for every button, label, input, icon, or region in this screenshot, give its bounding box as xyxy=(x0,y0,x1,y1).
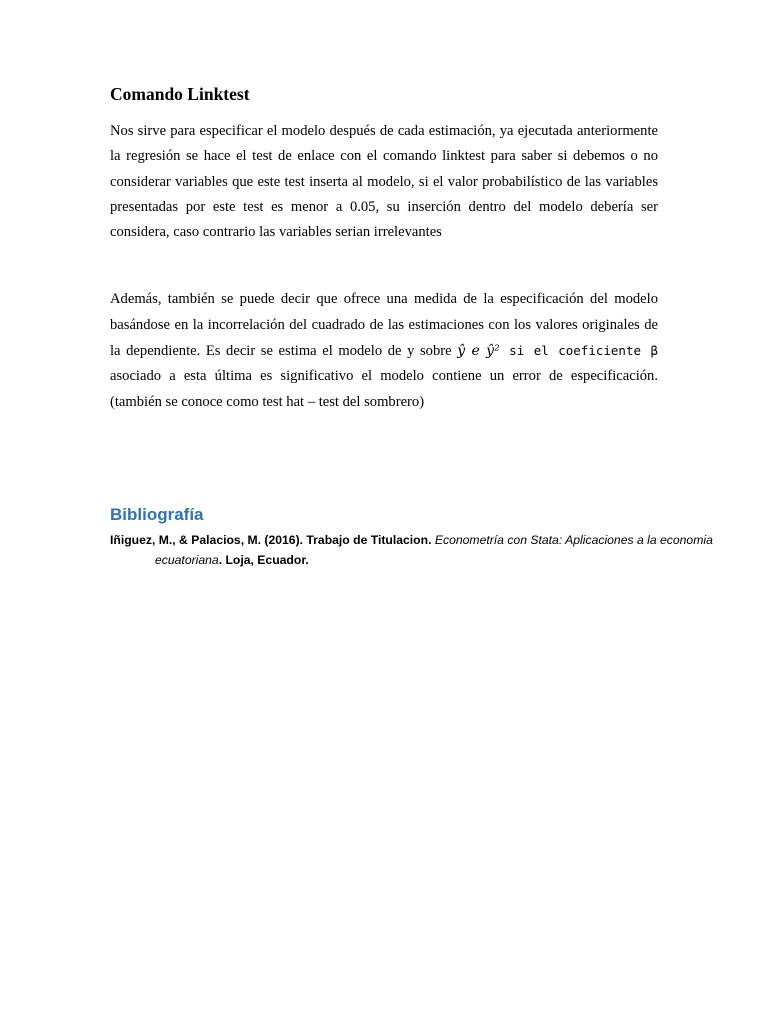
document-body xyxy=(110,80,658,415)
bibliography-entry xyxy=(110,530,715,570)
paragraph2-text-1: Además, también se puede decir que ofrece una medida de la especificación del modelo basándose en la incorrelación del cuadrado de las estimaciones con los valores originales de la dependiente. Es decir se estima el modelo de y sobre xyxy=(110,291,658,360)
bibliography-authors: Iñiguez, M., & Palacios, M. (2016). Trabajo de Titulacion. xyxy=(110,533,435,547)
paragraph-linktest-description: Nos sirve para especificar el modelo después de cada estimación, ya ejecutada anteriormente la regresión se hace el test de enlace con el comando linktest para saber si debemos o no considerar variables que este test inserta al modelo, si el valor probabilístico de las variables presentadas por este test es menor a 0.05, su inserción dentro del modelo debería ser considera, caso contrario las variables serian irrelevantes xyxy=(110,123,658,241)
paragraph-specification-measure xyxy=(110,287,658,414)
bibliography-location: . Loja, Ecuador. xyxy=(218,553,309,567)
bibliography-book-title: Econometría con Stata: Aplicaciones a la economia ecuatoriana xyxy=(155,533,713,567)
paragraph2-text-3: asociado a esta última es significativo el modelo contiene un error de especificación. (también se conoce como test hat – test del sombrero) xyxy=(110,368,658,410)
section-heading: Comando Linktest xyxy=(110,84,250,104)
math-yhat-expression: ŷ e ŷ² xyxy=(457,343,500,360)
paragraph2-text-2: si el coeficiente β xyxy=(499,343,659,359)
bibliography-heading: Bibliografía xyxy=(110,505,204,524)
